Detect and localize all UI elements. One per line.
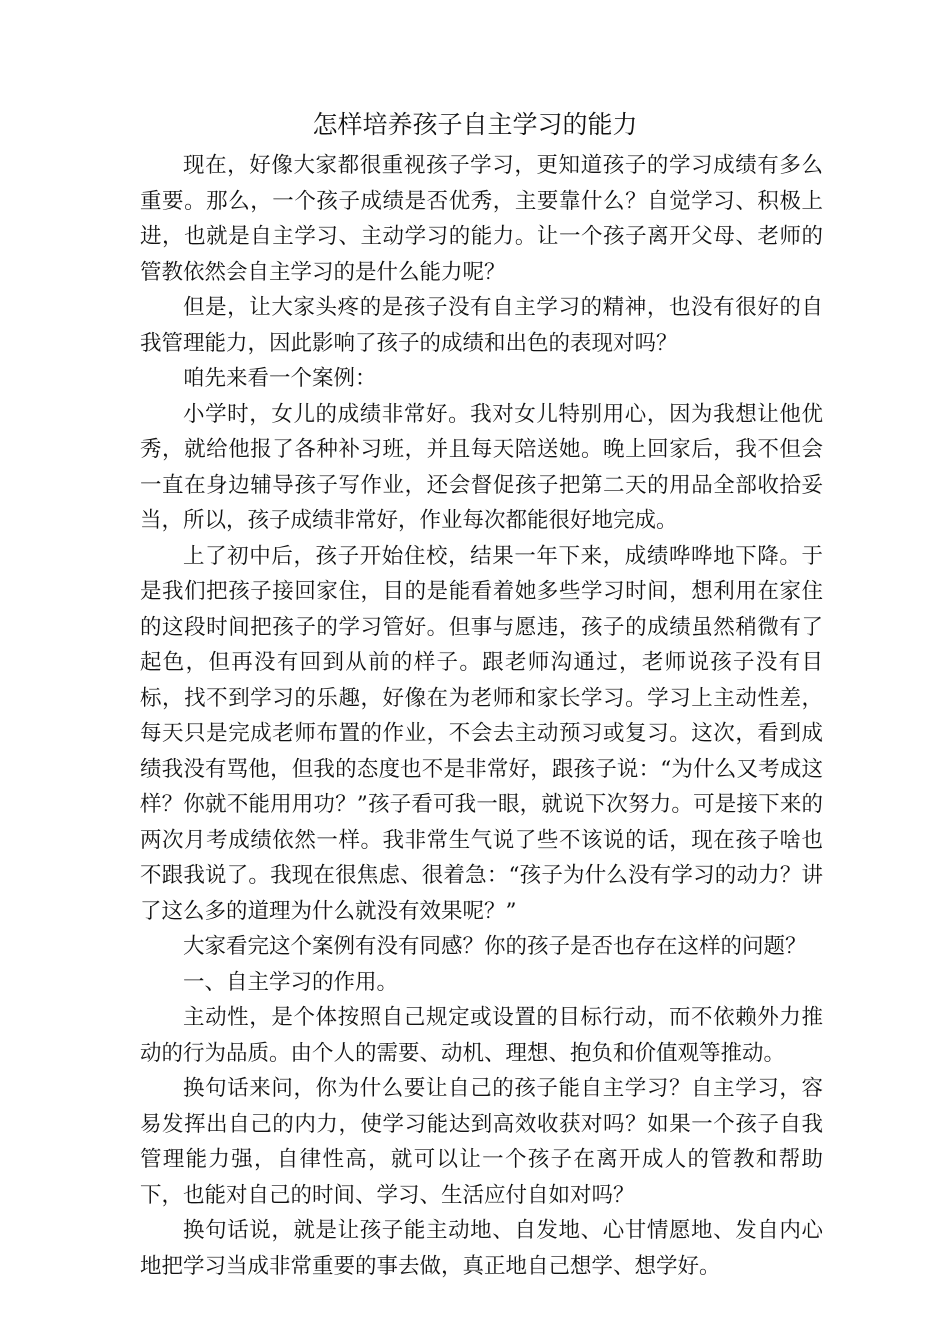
paragraph-9: 换句话说，就是让孩子能主动地、自发地、心甘情愿地、发自内心地把学习当成非常重要的事去做，真正地自己想学、想学好。 (140, 1218, 823, 1279)
paragraph-2: 但是，让大家头疼的是孩子没有自主学习的精神，也没有很好的自我管理能力，因此影响了孩子的成绩和出色的表现对吗？ (140, 295, 823, 356)
paragraph-6: 大家看完这个案例有没有同感？你的孩子是否也存在这样的问题？ (183, 934, 807, 959)
section-heading-1: 一、自主学习的作用。 (183, 969, 399, 995)
paragraph-3: 咱先来看一个案例： (183, 366, 377, 391)
document-title: 怎样培养孩子自主学习的能力 (312, 110, 638, 139)
paragraph-7: 主动性，是个体按照自己规定或设置的目标行动，而不依赖外力推动的行为品质。由个人的需要、动机、理想、抱负和价值观等推动。 (140, 1005, 823, 1066)
paragraph-4: 小学时，女儿的成绩非常好。我对女儿特别用心，因为我想让他优秀，就给他报了各种补习班，并且每天陪送她。晚上回家后，我不但会一直在身边辅导孩子写作业，还会督促孩子把第二天的用品全部收拾妥当，所以，孩子成绩非常好，作业每次都能很好地完成。 (140, 401, 823, 533)
document-body (140, 148, 823, 1284)
paragraph-1: 现在，好像大家都很重视孩子学习，更知道孩子的学习成绩有多么重要。那么，一个孩子成绩是否优秀，主要靠什么？自觉学习、积极上进，也就是自主学习、主动学习的能力。让一个孩子离开父母、老师的管教依然会自主学习的是什么能力呢？ (140, 153, 823, 285)
paragraph-8: 换句话来问，你为什么要让自己的孩子能自主学习？自主学习，容易发挥出自己的内力，使学习能达到高效收获对吗？如果一个孩子自我管理能力强，自律性高，就可以让一个孩子在离开成人的管教和帮助下，也能对自己的时间、学习、生活应付自如对吗？ (140, 1076, 823, 1208)
paragraph-5: 上了初中后，孩子开始住校，结果一年下来，成绩哗哗地下降。于是我们把孩子接回家住，目的是能看着她多些学习时间，想利用在家住的这段时间把孩子的学习管好。但事与愿违，孩子的成绩虽然稍微有了起色，但再没有回到从前的样子。跟老师沟通过，老师说孩子没有目标，找不到学习的乐趣，好像在为老师和家长学习。学习上主动性差，每天只是完成老师布置的作业，不会去主动预习或复习。这次，看到成绩我没有骂他，但我的态度也不是非常好，跟孩子说：“为什么又考成这样？你就不能用用功？”孩子看可我一眼，就说下次努力。可是接下来的两次月考成绩依然一样。我非常生气说了些不该说的话，现在孩子啥也不跟我说了。我现在很焦虑、很着急：“孩子为什么没有学习的动力？讲了这么多的道理为什么就没有效果呢？” (140, 543, 823, 924)
